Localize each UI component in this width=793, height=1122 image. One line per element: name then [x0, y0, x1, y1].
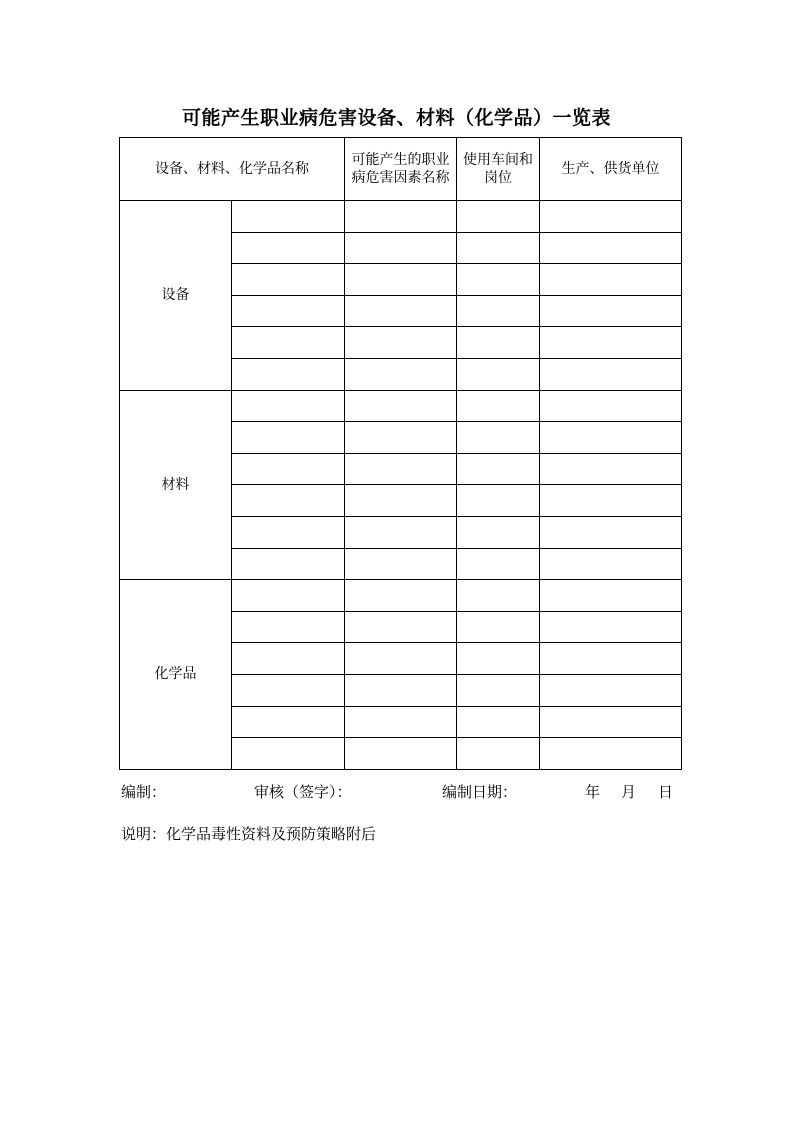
header-supplier: 生产、供货单位 — [540, 138, 682, 201]
table-row — [120, 580, 682, 612]
table-header-row — [120, 138, 682, 201]
table-cell[interactable] — [540, 453, 682, 485]
table-cell[interactable] — [540, 580, 682, 612]
table-cell[interactable] — [232, 422, 345, 454]
table-cell[interactable] — [232, 201, 345, 233]
table-cell[interactable] — [345, 706, 457, 738]
table-cell[interactable] — [457, 643, 540, 675]
table-cell[interactable] — [457, 390, 540, 422]
table-cell[interactable] — [232, 485, 345, 517]
signature-line — [121, 781, 677, 801]
document-title: 可能产生职业病危害设备、材料（化学品）一览表 — [181, 107, 611, 129]
table-cell[interactable] — [345, 422, 457, 454]
table-cell[interactable] — [540, 643, 682, 675]
table-row — [120, 201, 682, 233]
table-cell[interactable] — [457, 516, 540, 548]
table-cell[interactable] — [232, 358, 345, 390]
table-cell[interactable] — [457, 358, 540, 390]
table-cell[interactable] — [540, 295, 682, 327]
table-cell[interactable] — [540, 264, 682, 296]
table-cell[interactable] — [540, 232, 682, 264]
table-cell[interactable] — [540, 327, 682, 359]
table-cell[interactable] — [540, 738, 682, 770]
table-cell[interactable] — [540, 422, 682, 454]
table-cell[interactable] — [457, 201, 540, 233]
table-cell[interactable] — [232, 453, 345, 485]
table-cell[interactable] — [457, 580, 540, 612]
hazard-equipment-table — [119, 137, 682, 770]
table-cell[interactable] — [345, 548, 457, 580]
table-cell[interactable] — [345, 738, 457, 770]
table-cell[interactable] — [345, 674, 457, 706]
table-cell[interactable] — [232, 264, 345, 296]
table-cell[interactable] — [540, 611, 682, 643]
table-cell[interactable] — [345, 201, 457, 233]
group-label: 化学品 — [120, 580, 232, 770]
table-cell[interactable] — [345, 580, 457, 612]
table-cell[interactable] — [345, 611, 457, 643]
table-cell[interactable] — [457, 674, 540, 706]
table-cell[interactable] — [457, 453, 540, 485]
compiler-label: 编制： — [121, 783, 167, 801]
table-cell[interactable] — [345, 485, 457, 517]
table-cell[interactable] — [457, 422, 540, 454]
table-cell[interactable] — [345, 232, 457, 264]
day-label: 日 — [658, 783, 674, 801]
month-label: 月 — [621, 783, 637, 801]
table-cell[interactable] — [540, 358, 682, 390]
table-cell[interactable] — [232, 643, 345, 675]
table-cell[interactable] — [540, 674, 682, 706]
note-text: 说明：化学品毒性资料及预防策略附后 — [121, 825, 377, 843]
table-cell[interactable] — [540, 485, 682, 517]
table-cell[interactable] — [232, 327, 345, 359]
reviewer-label: 审核（签字）： — [254, 783, 352, 801]
group-label: 设备 — [120, 201, 232, 391]
table-cell[interactable] — [232, 580, 345, 612]
table-cell[interactable] — [457, 295, 540, 327]
table-cell[interactable] — [232, 295, 345, 327]
table-cell[interactable] — [345, 516, 457, 548]
table-cell[interactable] — [457, 327, 540, 359]
header-name: 设备、材料、化学品名称 — [120, 138, 345, 201]
table-cell[interactable] — [232, 516, 345, 548]
table-cell[interactable] — [345, 643, 457, 675]
table-cell[interactable] — [232, 390, 345, 422]
header-hazard: 可能产生的职业病危害因素名称 — [345, 138, 457, 201]
header-workshop: 使用车间和岗位 — [457, 138, 540, 201]
table-cell[interactable] — [232, 232, 345, 264]
table-cell[interactable] — [540, 706, 682, 738]
table-cell[interactable] — [457, 706, 540, 738]
group-label: 材料 — [120, 390, 232, 580]
table-cell[interactable] — [345, 390, 457, 422]
table-cell[interactable] — [457, 232, 540, 264]
table-cell[interactable] — [457, 738, 540, 770]
table-cell[interactable] — [457, 611, 540, 643]
table-cell[interactable] — [345, 295, 457, 327]
table-row — [120, 390, 682, 422]
table-cell[interactable] — [232, 738, 345, 770]
table-cell[interactable] — [540, 201, 682, 233]
date-label: 编制日期： — [442, 783, 518, 801]
table-cell[interactable] — [345, 327, 457, 359]
table-cell[interactable] — [457, 264, 540, 296]
table-cell[interactable] — [232, 706, 345, 738]
year-label: 年 — [585, 783, 601, 801]
table-cell[interactable] — [540, 548, 682, 580]
table-cell[interactable] — [345, 358, 457, 390]
table-cell[interactable] — [540, 390, 682, 422]
table-cell[interactable] — [345, 264, 457, 296]
table-cell[interactable] — [345, 453, 457, 485]
table-cell[interactable] — [232, 674, 345, 706]
table-cell[interactable] — [232, 548, 345, 580]
table-cell[interactable] — [457, 548, 540, 580]
table-cell[interactable] — [457, 485, 540, 517]
table-cell[interactable] — [232, 611, 345, 643]
table-cell[interactable] — [540, 516, 682, 548]
